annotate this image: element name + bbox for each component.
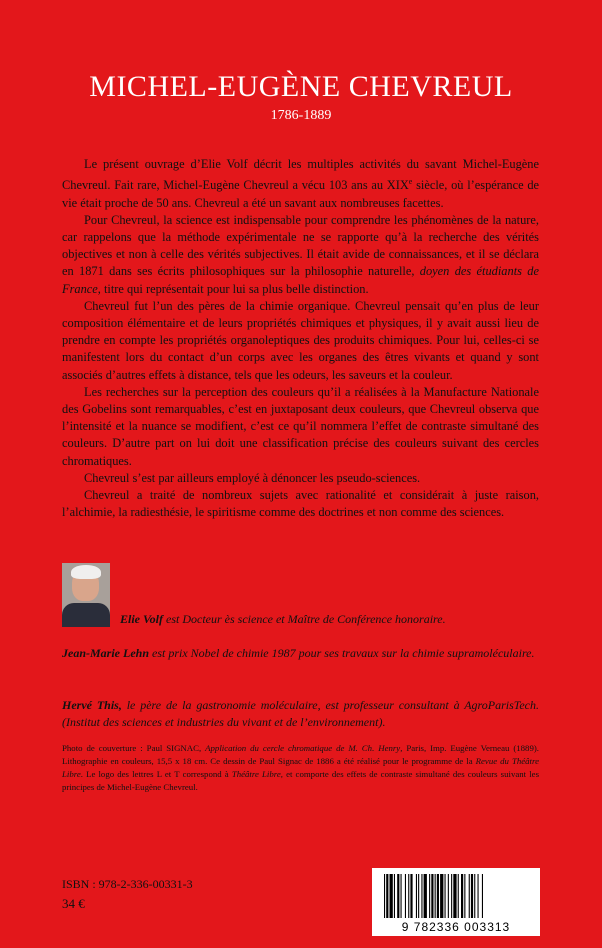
cover-credits: Photo de couverture : Paul SIGNAC, Application du cercle chromatique de M. Ch. Henry, Paris, Imp. Eugène Verneau (1889). Lithographie en couleurs, 15,5 x 18 cm. Ce dessin de Paul Signac de 1886 a été réalisé pour le programme de la Revue du Théâtre Libre. Le logo des lettres L et T correspond à Théâtre Libre, et comporte des effets de contraste simultané des couleurs suivant les principes de Michel-Eugène Chevreul. [62,743,539,792]
barcode-bar [478,874,479,918]
paragraph-5: Chevreul s’est par ailleurs employé à dénoncer les pseudo-sciences. [84,470,421,485]
barcode [372,868,540,936]
barcode-bar [418,874,419,918]
author-photo-suit [62,603,110,627]
paragraph-6: Chevreul a traité de nombreux sujets avec rationalité et considérait à juste raison, l’alchimie, la radiesthésie, le spiritisme comme des doctrines et non comme des sciences. [62,487,539,520]
barcode-bar [440,874,443,918]
barcode-bar [474,874,475,918]
barcode-bar [408,874,409,918]
barcode-bar [448,874,449,918]
barcode-bar [390,874,393,918]
author-photo [62,563,110,627]
barcode-bar [424,874,427,918]
barcode-bar [394,874,395,918]
paragraph-1: Le présent ouvrage d’Elie Volf décrit les multiples activités du savant Michel-Eugène Chevreul. Fait rare, Michel-Eugène Chevreul a vécu 103 ans au XIXe siècle, où l’espérance de vie était proche de 50 ans. Chevreul a été un savant aux nombreuses facettes. [62,157,540,210]
barcode-bar [397,874,399,918]
barcode-bar [416,874,417,918]
barcode-bar [451,874,452,918]
barcode-bars [372,868,540,920]
barcode-bar [458,874,459,918]
barcode-bar [429,874,430,918]
paragraph-3: Chevreul fut l’un des pères de la chimie organique. Chevreul pensait qu’en plus de leur composition élémentaire et de leurs propriétés chimiques et physiques, il y avait aussi lieu de prendre en compte les propriétés organoleptiques des produits chimiques. Pour lui, celles-ci se manifestent lors du contact d’un corps avec les organes des êtres vivants et quand y sont associés d’autres effets à distance, tels que les odeurs, les saveurs et la couleur. [62,298,539,382]
life-dates: 1786-1889 [270,108,332,123]
barcode-bar [445,874,446,918]
barcode-bar [431,874,433,918]
barcode-bar [386,874,388,918]
barcode-bar [435,874,436,918]
barcode-bar [469,874,470,918]
barcode-bar [482,874,483,918]
barcode-bar [410,874,412,918]
author-bio: Elie Volf est Docteur ès science et Maître de Conférence honoraire. [120,612,446,626]
barcode-bar [464,874,465,918]
barcode-bar [471,874,473,918]
barcode-bar [384,874,385,918]
paragraph-4: Les recherches sur la perception des couleurs qu’il a réalisées à la Manufacture Nationale des Gobelins sont remarquables, c’est en juxtaposant deux couleurs, que Chevreul observa que l’intensité et la nuance se modifient, c’est ce qu’il nommera l’effet de contraste simultané des couleurs. D’autre part on lui doit une classification précise des couleurs suivant des cercles chromatiques. [62,384,539,468]
barcode-bar [421,874,422,918]
paragraph-2: Pour Chevreul, la science est indispensable pour comprendre les phénomènes de la nature, car rappelons que la méthode expérimentale ne se rapporte qu’à la recherche des vérités objectives et non à celle des vérités subjectives. Il était avide de connaissances, et il se déclara en 1871 dans ses écrits philosophiques sur la philosophie naturelle, doyen des étudiants de France, titre qui représentait pour lui sa plus belle distinction. [62,212,539,296]
isbn: ISBN : 978-2-336-00331-3 [62,877,193,891]
barcode-digits: 9 782336 003313 [401,920,511,934]
barcode-bar [453,874,456,918]
barcode-bar [437,874,439,918]
price: 34 € [62,896,85,911]
barcode-bar [405,874,406,918]
summary-text [62,156,539,521]
this-bio: Hervé This, le père de la gastronomie moléculaire, est professeur consultant à AgroParisTech. (Institut des sciences et industries du vivant et de l’environnement). [62,698,539,729]
book-title: MICHEL-EUGÈNE CHEVREUL [89,70,513,103]
barcode-bar [461,874,463,918]
lehn-bio: Jean-Marie Lehn est prix Nobel de chimie 1987 pour ses travaux sur la chimie supramoléculaire. [62,646,535,660]
barcode-bar [401,874,402,918]
author-photo-hair [71,565,101,579]
